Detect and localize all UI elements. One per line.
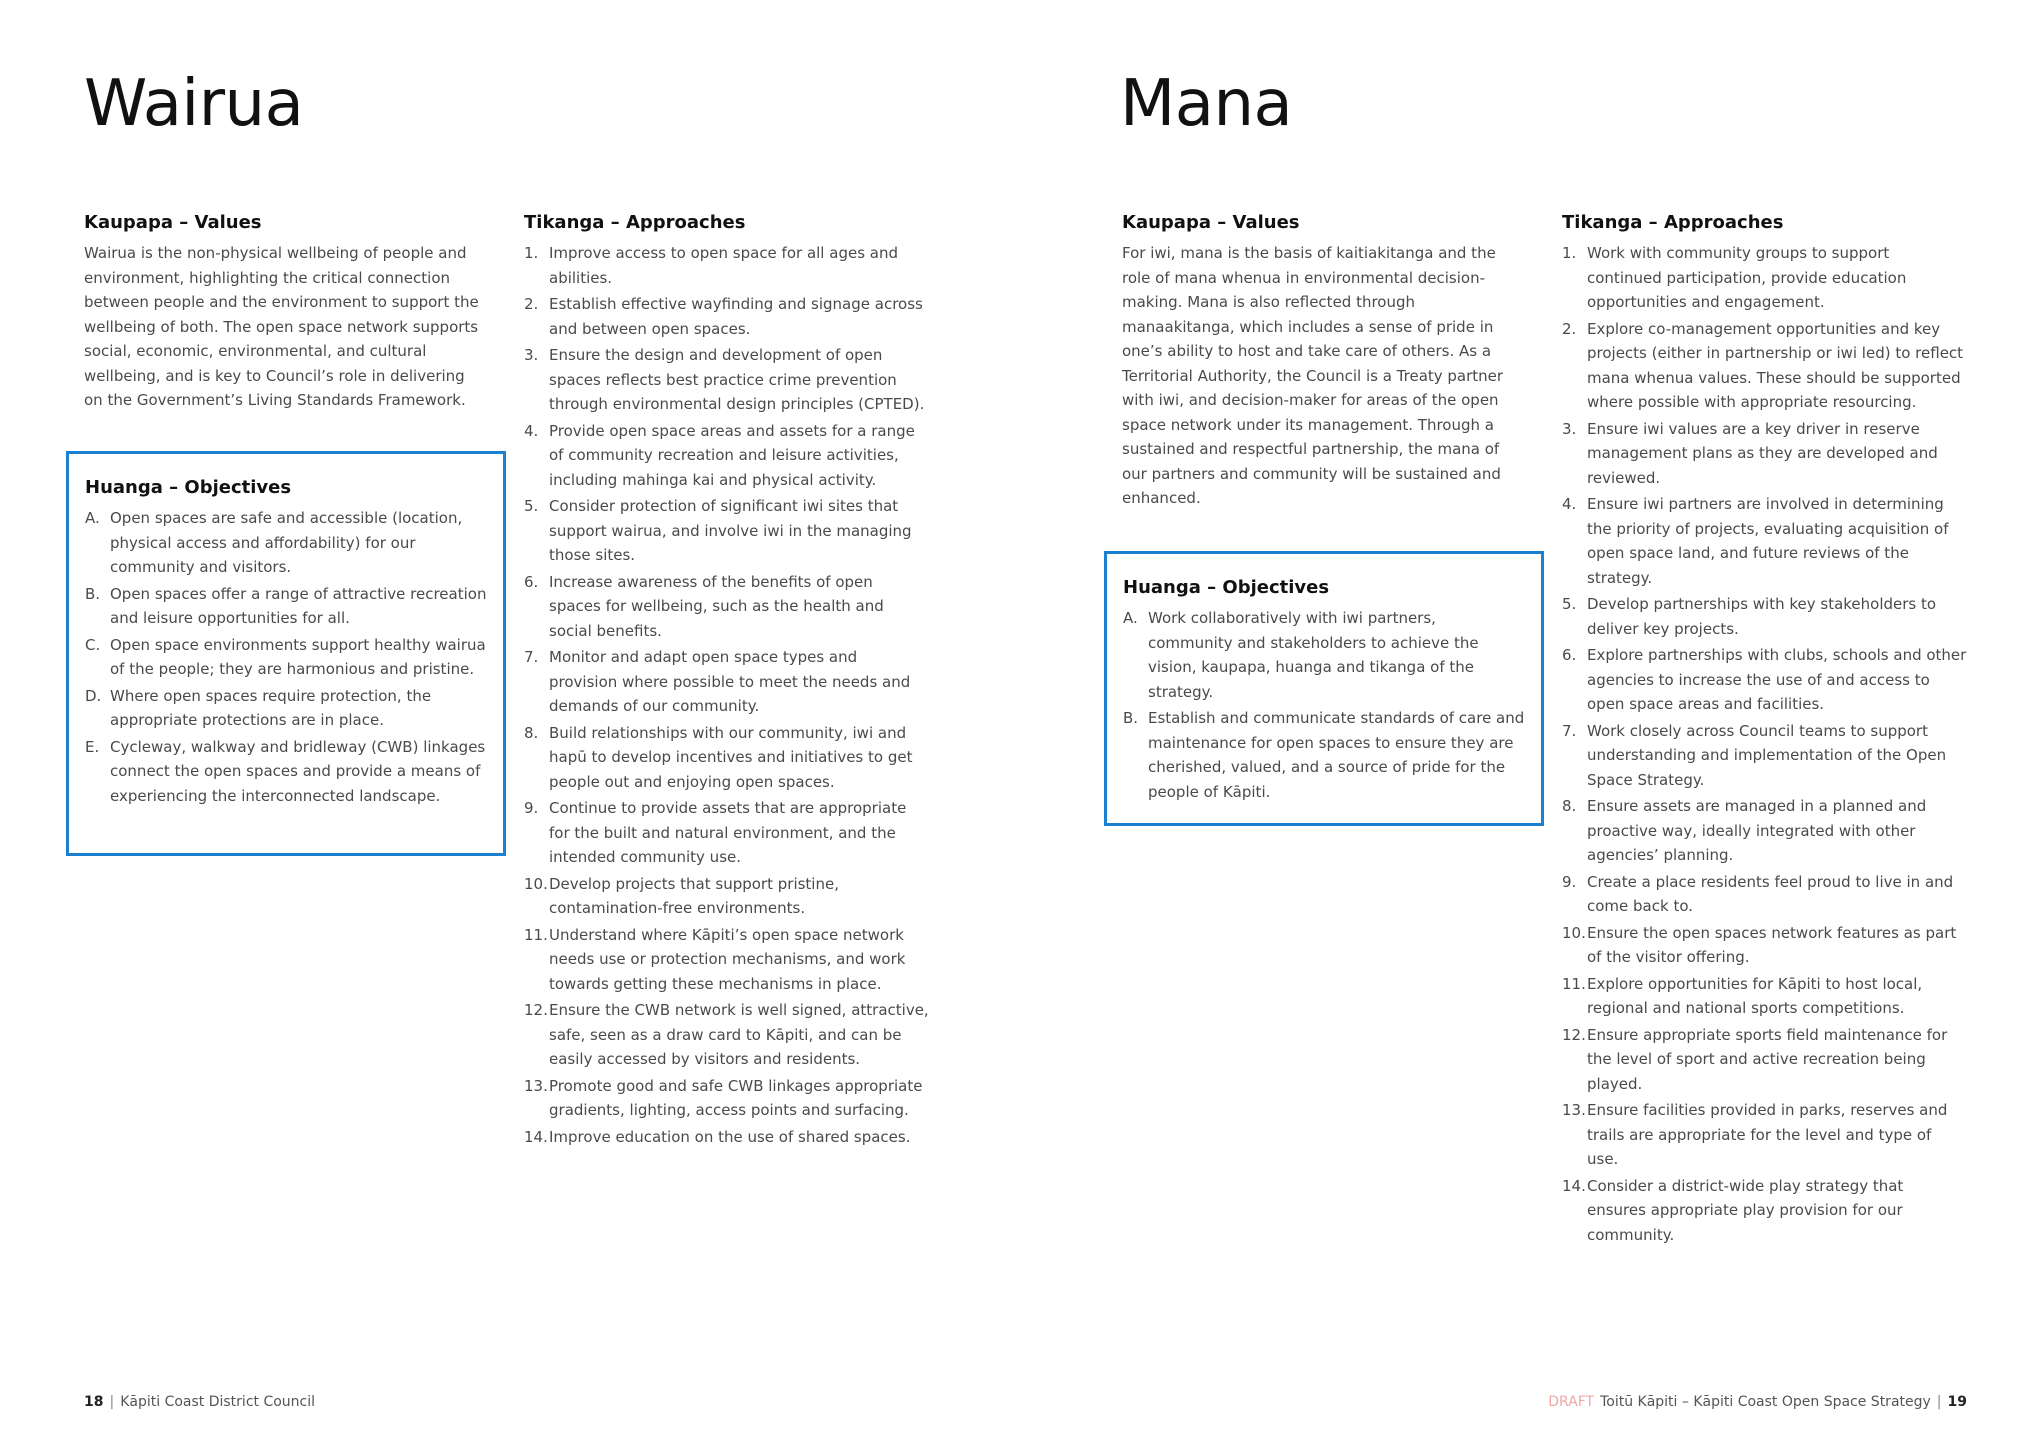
approach-item: 12. Ensure appropriate sports field maintenance for the level of sport and active recreation being played. — [1562, 1025, 1948, 1093]
objectives-heading: Huanga – Objectives — [1123, 577, 1330, 598]
approach-item: 3. Ensure the design and development of open spaces reflects best practice crime prevention through environmental design principles (CPTED). — [524, 346, 925, 413]
objectives-list — [85, 506, 487, 808]
objective-item: D. Where open spaces require protection, the appropriate protections are in place. — [85, 686, 432, 729]
approach-item: 11. Understand where Kāpiti’s open space network needs use or protection mechanisms, and work towards getting these mechanisms in place. — [524, 925, 906, 993]
approach-item: 2. Establish effective wayfinding and signage across and between open spaces. — [524, 295, 923, 338]
objectives-box-wairua — [66, 451, 506, 856]
approaches-section-wairua — [524, 211, 929, 1151]
objective-item: C. Open space environments support healthy wairua of the people; they are harmonious and pristine. — [85, 635, 486, 678]
approach-item: 13. Promote good and safe CWB linkages appropriate gradients, lighting, access points and surfacing. — [524, 1076, 923, 1119]
footer-right: DRAFT Toitū Kāpiti – Kāpiti Coast Open Space Strategy | 19 — [1548, 1394, 1967, 1410]
approach-item: 9. Continue to provide assets that are appropriate for the built and natural environment, and the intended community use. — [524, 799, 907, 866]
footer-text: Toitū Kāpiti – Kāpiti Coast Open Space Strategy — [1600, 1394, 1931, 1410]
objectives-box-mana — [1104, 551, 1544, 826]
approach-item: 2. Explore co-management opportunities and key projects (either in partnership or iwi led) to reflect mana whenua values. These should be supported where possible with appropriate resourcing. — [1562, 319, 1964, 411]
objective-item: B. Establish and communicate standards of care and maintenance for open spaces to ensure they are cherished, valued, and a source of pride for the people of Kāpiti. — [1123, 709, 1525, 801]
approach-item: 7. Work closely across Council teams to support understanding and implementation of the Open Space Strategy. — [1562, 721, 1947, 789]
approaches-list — [524, 241, 929, 1149]
approach-item: 6. Increase awareness of the benefits of open spaces for wellbeing, such as the health and social benefits. — [524, 572, 884, 640]
objective-item: A. Open spaces are safe and accessible (location, physical access and affordability) for our community and visitors. — [85, 509, 463, 576]
footer-text: Kāpiti Coast District Council — [120, 1394, 316, 1410]
approach-item: 4. Ensure iwi partners are involved in determining the priority of projects, evaluating acquisition of open space land, and future reviews of the strategy. — [1562, 495, 1949, 587]
approach-item: 13. Ensure facilities provided in parks, reserves and trails are appropriate for the level and type of use. — [1562, 1101, 1948, 1168]
approach-item: 11. Explore opportunities for Kāpiti to host local, regional and national sports competitions. — [1562, 974, 1923, 1017]
approaches-section-mana — [1562, 211, 1967, 1249]
approaches-heading: Tikanga – Approaches — [524, 212, 746, 233]
values-text: Wairua is the non-physical wellbeing of people and environment, highlighting the critical connection between people and the environment to support the wellbeing of both. The open space network supports social, economic, environmental, and cultural wellbeing, and is key to Council’s role in delivering on the Government’s Living Standards Framework. — [84, 244, 479, 409]
approach-item: 14. Improve education on the use of shared spaces. — [524, 1127, 911, 1146]
objective-item: B. Open spaces offer a range of attractive recreation and leisure opportunities for all. — [85, 584, 487, 627]
values-heading: Kaupapa – Values — [84, 212, 262, 233]
approach-item: 8. Build relationships with our community, iwi and hapū to develop incentives and initiatives to get people out and enjoying open spaces. — [524, 723, 913, 791]
approach-item: 4. Provide open space areas and assets for a range of community recreation and leisure activities, including mahinga kai and physical activity. — [524, 421, 915, 489]
approach-item: 1. Improve access to open space for all ages and abilities. — [524, 244, 898, 287]
page-title-wairua: Wairua — [84, 67, 304, 141]
approach-item: 5. Consider protection of significant iwi sites that support wairua, and involve iwi in the managing those sites. — [524, 497, 912, 564]
approach-item: 3. Ensure iwi values are a key driver in reserve management plans as they are developed and reviewed. — [1562, 419, 1938, 487]
objective-item: E. Cycleway, walkway and bridleway (CWB) linkages connect the open spaces and provide a means of experiencing the interconnected landscape. — [85, 737, 486, 805]
objectives-list — [1123, 606, 1525, 804]
approach-item: 5. Develop partnerships with key stakeholders to deliver key projects. — [1562, 595, 1937, 638]
footer-left: 18 | Kāpiti Coast District Council — [84, 1394, 316, 1410]
page-title-mana: Mana — [1120, 67, 1293, 141]
objective-item: A. Work collaboratively with iwi partners, community and stakeholders to achieve the vision, kaupapa, huanga and tikanga of the strategy. — [1123, 609, 1479, 701]
values-heading: Kaupapa – Values — [1122, 212, 1300, 233]
approach-item: 10. Develop projects that support pristine, contamination-free environments. — [524, 874, 839, 917]
approach-item: 8. Ensure assets are managed in a planned and proactive way, ideally integrated with other agencies’ planning. — [1562, 797, 1927, 864]
values-section-wairua — [84, 211, 484, 413]
values-section-mana — [1122, 211, 1522, 511]
approaches-heading: Tikanga – Approaches — [1562, 212, 1784, 233]
approach-item: 7. Monitor and adapt open space types and provision where possible to meet the needs and demands of our community. — [524, 648, 911, 715]
page-number: 18 — [84, 1394, 104, 1410]
approach-item: 14. Consider a district-wide play strategy that ensures appropriate play provision for our community. — [1562, 1176, 1904, 1244]
approach-item: 1. Work with community groups to support continued participation, provide education opportunities and engagement. — [1562, 244, 1907, 311]
approach-item: 10. Ensure the open spaces network features as part of the visitor offering. — [1562, 923, 1957, 966]
draft-label: DRAFT — [1548, 1394, 1595, 1410]
approach-item: 12. Ensure the CWB network is well signed, attractive, safe, seen as a draw card to Kāpiti, and can be easily accessed by visitors and residents. — [524, 1001, 929, 1068]
page-number: 19 — [1947, 1394, 1967, 1410]
objectives-heading: Huanga – Objectives — [85, 477, 292, 498]
values-text: For iwi, mana is the basis of kaitiakitanga and the role of mana whenua in environmental decision-making. Mana is also reflected through manaakitanga, which includes a sense of pride in one’s ability to host and take care of others. As a Territorial Authority, the Council is a Treaty partner with iwi, and decision-maker for areas of the open space network under its management. Through a sustained and respectful partnership, the mana of our partners and community will be sustained and enhanced. — [1122, 244, 1504, 507]
approach-item: 9. Create a place residents feel proud to live in and come back to. — [1562, 872, 1954, 915]
approach-item: 6. Explore partnerships with clubs, schools and other agencies to increase the use of and access to open space areas and facilities. — [1562, 646, 1967, 713]
approaches-list — [1562, 241, 1967, 1247]
